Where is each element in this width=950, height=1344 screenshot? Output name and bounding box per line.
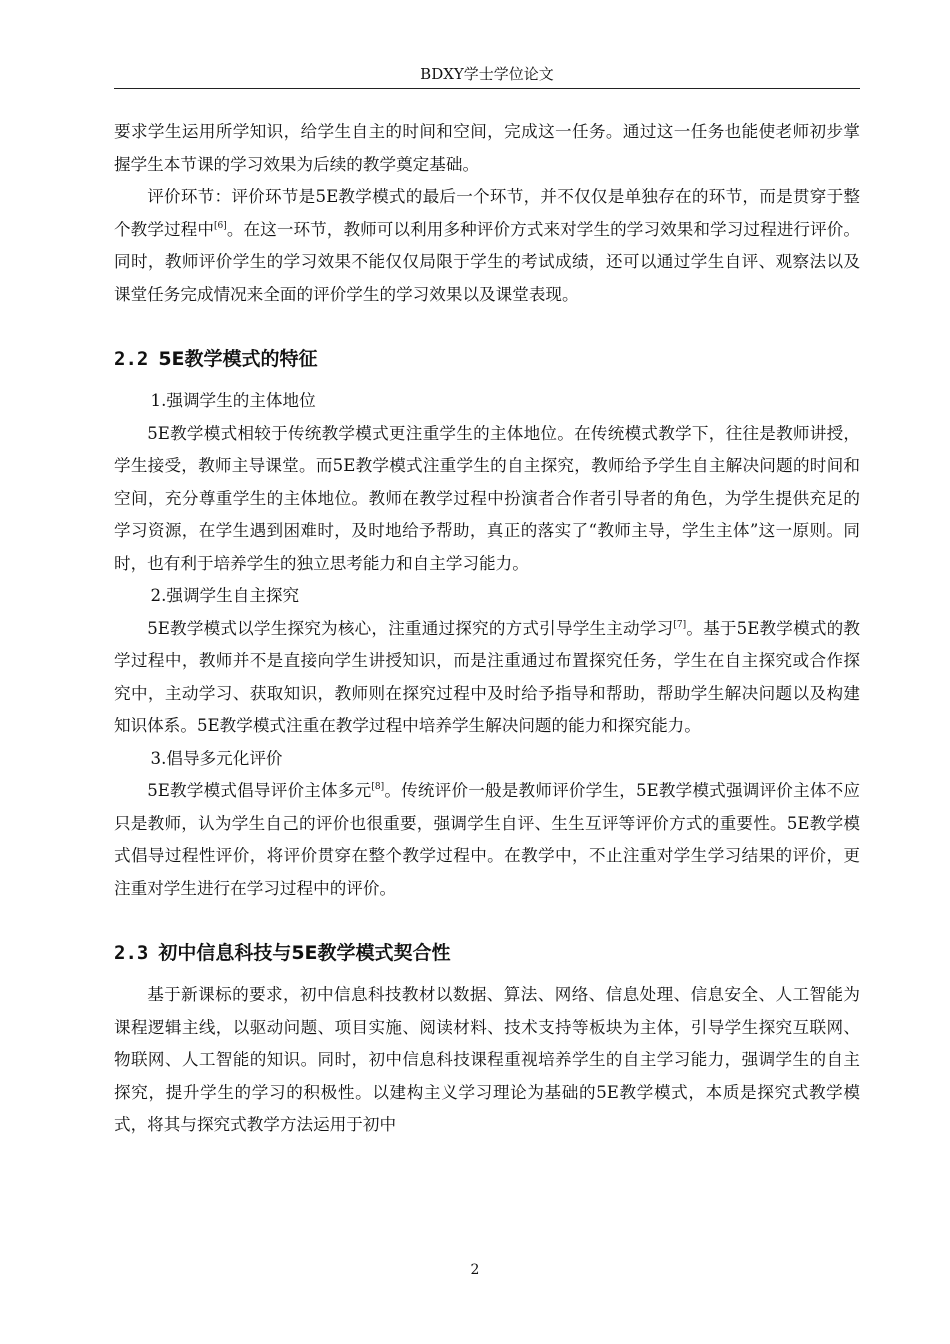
header-title: BDXY学士学位论文	[420, 65, 554, 83]
list-item-body-3-text-b: 。传统评价一般是教师评价学生，5E教学模式强调评价主体不应只是教师，认为学生自己的评价也很重要，强调学生自评、生生互评等评价方式的重要性。5E教学模式倡导过程性评价，将评价贯穿在整个教学过程中。在教学中，不止注重对学生学习结果的评价，更注重对学生进行在学习过程中的评价。	[114, 781, 861, 898]
section-title: 5E教学模式的特征	[158, 348, 318, 370]
section-heading-2-3	[114, 937, 860, 969]
list-item-body-2-text-b: 。基于5E教学模式的教学过程中，教师并不是直接向学生讲授知识，而是注重通过布置探究任务，学生在自主探究或合作探究中，主动学习、获取知识，教师则在探究过程中及时给予指导和帮助，帮助学生解决问题以及构建知识体系。5E教学模式注重在教学过程中培养学生解决问题的能力和探究能力。	[114, 618, 860, 735]
paragraph-evaluation	[114, 181, 860, 311]
page-body	[114, 116, 860, 1142]
paragraph-fit: 基于新课标的要求，初中信息科技教材以数据、算法、网络、信息处理、信息安全、人工智能为课程逻辑主线，以驱动问题、项目实施、阅读材料、技术支持等板块为主体，引导学生探究互联网、物联网、人工智能的知识。同时，初中信息科技课程重视培养学生的自主学习能力，强调学生的自主探究，提升学生的学习的积极性。以建构主义学习理论为基础的5E教学模式，本质是探究式教学模式，将其与探究式教学方法运用于初中	[114, 985, 860, 1134]
section-number: 2.3	[114, 942, 149, 964]
list-item-body-2	[114, 613, 860, 743]
page-footer	[0, 1262, 950, 1278]
list-item-title-3: 3.倡导多元化评价	[150, 748, 283, 768]
list-item-body-1: 5E教学模式相较于传统教学模式更注重学生的主体地位。在传统模式教学下，往往是教师讲授，学生接受，教师主导课堂。而5E教学模式注重学生的自主探究，教师给予学生自主解决问题的时间和空间，充分尊重学生的主体地位。教师在教学过程中扮演者合作者引导者的角色，为学生提供充足的学习资源，在学生遇到困难时，及时地给予帮助，真正的落实了“教师主导，学生主体”这一原则。同时，也有利于培养学生的独立思考能力和自主学习能力。	[114, 423, 860, 573]
section-heading-2-2	[114, 343, 860, 375]
list-item-title-2: 2.强调学生自主探究	[150, 586, 300, 605]
list-item-body-2-text-a: 5E教学模式以学生探究为核心，注重通过探究的方式引导学生主动学习	[147, 618, 674, 638]
header-divider	[114, 88, 860, 89]
paragraph-evaluation-text-b: 。在这一环节，教师可以利用多种评价方式来对学生的学习效果和学习过程进行评价。同时，教师评价学生的学习效果不能仅仅局限于学生的考试成绩，还可以通过学生自评、观察法以及课堂任务完成情况来全面的评价学生的学习效果以及课堂表现。	[114, 219, 861, 304]
citation-7: [7]	[673, 619, 687, 630]
section-number: 2.2	[114, 348, 149, 370]
paragraph-evaluation-text-a: 评价环节：评价环节是5E教学模式的最后一个环节，并不仅仅是单独存在的环节，而是贯穿于整个教学过程中	[114, 187, 860, 239]
citation-8: [8]	[371, 782, 385, 792]
page-number: 2	[470, 1262, 480, 1278]
page-header	[114, 64, 860, 84]
citation-6: [6]	[214, 220, 227, 231]
list-item-title-1: 1.强调学生的主体地位	[150, 391, 316, 410]
section-title: 初中信息科技与5E教学模式契合性	[158, 942, 451, 964]
list-item-body-3	[114, 775, 860, 905]
paragraph-continuation: 要求学生运用所学知识，给学生自主的时间和空间，完成这一任务。通过这一任务也能使老师初步掌握学生本节课的学习效果为后续的教学奠定基础。	[114, 122, 860, 174]
list-item-body-3-text-a: 5E教学模式倡导评价主体多元	[147, 781, 372, 800]
